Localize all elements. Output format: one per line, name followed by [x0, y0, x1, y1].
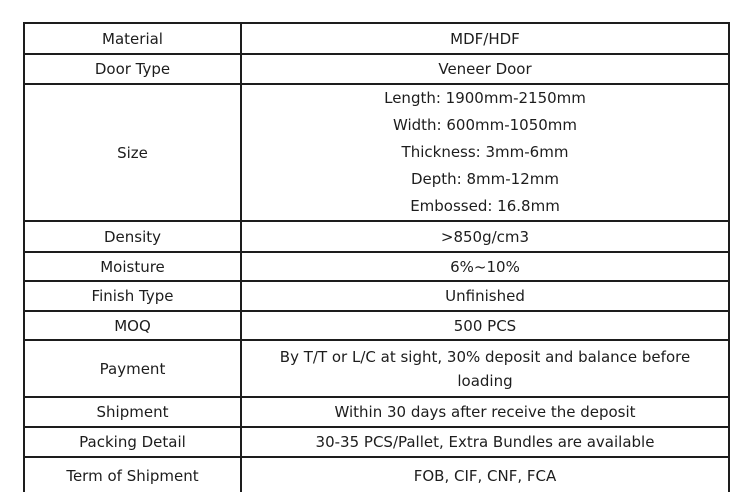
table-row: [24, 84, 729, 221]
row-value: 500 PCS: [241, 311, 729, 340]
row-value: [241, 84, 729, 221]
row-label: Size: [24, 84, 241, 221]
row-label: Material: [24, 23, 241, 54]
row-value: >850g/cm3: [241, 221, 729, 252]
payment-line: loading: [457, 371, 513, 390]
size-line: Embossed: 16.8mm: [410, 197, 560, 215]
row-label: Door Type: [24, 54, 241, 84]
row-label: Packing Detail: [24, 427, 241, 457]
row-label: MOQ: [24, 311, 241, 340]
size-line: Depth: 8mm-12mm: [410, 170, 559, 188]
row-label: Moisture: [24, 252, 241, 281]
table-row: [24, 23, 729, 54]
table-row: [24, 340, 729, 397]
row-value: [241, 340, 729, 397]
row-value: MDF/HDF: [241, 23, 729, 54]
row-value: Unfinished: [241, 281, 729, 311]
table-row: [24, 457, 729, 492]
size-line: Thickness: 3mm-6mm: [401, 143, 569, 161]
row-value: Veneer Door: [241, 54, 729, 84]
row-label: Term of Shipment: [24, 457, 241, 492]
table-row: [24, 311, 729, 340]
row-label: Finish Type: [24, 281, 241, 311]
table-row: [24, 397, 729, 427]
size-line: Width: 600mm-1050mm: [392, 116, 578, 134]
table-row: [24, 427, 729, 457]
row-value: 6%~10%: [241, 252, 729, 281]
table-row: [24, 281, 729, 311]
row-label: Shipment: [24, 397, 241, 427]
row-value: 30-35 PCS/Pallet, Extra Bundles are available: [241, 427, 729, 457]
payment-line: By T/T or L/C at sight, 30% deposit and balance before: [279, 347, 691, 366]
row-label: Payment: [24, 340, 241, 397]
row-value: Within 30 days after receive the deposit: [241, 397, 729, 427]
row-label: Density: [24, 221, 241, 252]
table-row: [24, 252, 729, 281]
table-row: [24, 54, 729, 84]
row-value: FOB, CIF, CNF, FCA: [241, 457, 729, 492]
table-row: [24, 221, 729, 252]
size-line: Length: 1900mm-2150mm: [384, 89, 586, 107]
spec-table: [23, 22, 730, 492]
